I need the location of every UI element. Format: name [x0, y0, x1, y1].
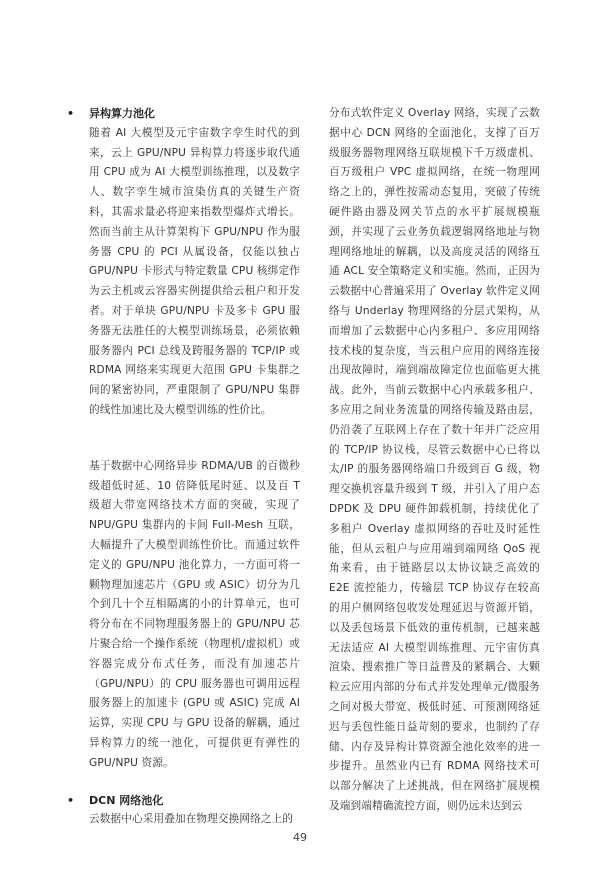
- section-heading-heterogeneous-compute: [67, 104, 300, 124]
- section-heading-text: DCN 网络池化: [89, 793, 164, 807]
- section-heading-text: 异构算力池化: [89, 107, 155, 120]
- left-column: [67, 104, 300, 830]
- paragraph-gap: [89, 421, 300, 457]
- section-heading-dcn-pooling: [67, 791, 300, 811]
- right-column: [329, 104, 540, 817]
- paragraph: 分布式软件定义 Overlay 网络，实现了云数据中心 DCN 网络的全面池化，支撑了百万级服务器物理网络互联规模下千万级虚机、百万级租户 VPC 虚拟网络，在统一物理网络之上的，弹性按需动态复用，突破了传统硬件路由器及网关节点的水平扩展规模瓶颈，并实现了云业务负载逻辑网络地址与物理网络地址的解耦，以及高度灵活的网络互通 ACL 安全策略定义和实施。然而，正因为云数据中心普遍采用了 Overlay 软件定义网络与 Underlay 物理网络的分层式架构，从而增加了云数据中心内多租户、多应用网络技术栈的复杂度，当云租户应用的网络连接出现故障时，端到端故障定位也面临更大挑战。此外，当前云数据中心内承载多租户、多应用之间业务流量的网络传输及路由层，仍沿袭了互联网上存在了数十年并广泛应用的 TCP/IP 协议栈，尽管云数据中心已将以太/IP 的服务器网络端口升级到百 G 级，物理交换机容量升级到 T 级，并引入了用户态 DPDK 及 DPU 硬件卸载机制，持续优化了多租户 Overlay 虚拟网络的吞吐及时延性能，但从云租户与应用端到端网络 QoS 视角来看，由于链路层以太协议缺乏高效的 E2E 流控能力，传输层 TCP 协议存在较高的用户侧网络包收发处理延迟与资源开销，以及丢包场景下低效的重传机制，已越来越无法适应 AI 大模型训练推理、元宇宙仿真渲染、搜索推广等日益普及的紧耦合、大颗粒云应用内部的分布式并发处理单元/微服务之间对极大带宽、极低时延、可预测网络延迟与丢包性能日益苛刻的要求，也制约了存储、内存及异构计算资源全池化效率的进一步提升。虽然业内已有 RDMA 网络技术可以部分解决了上述挑战，但在网络扩展规模及端到端精确流控方面，则仍远未达到云: [329, 107, 540, 812]
- paragraph: 云数据中心采用叠加在物理交换网络之上的: [89, 813, 294, 826]
- bullet-icon: •: [67, 793, 75, 807]
- bullet-icon: •: [67, 107, 75, 120]
- paragraph: 随着 AI 大模型及元宇宙数字孪生时代的到来，云上 GPU/NPU 异构算力将逐步取代通用 CPU 成为 AI 大模型训练推理，以及数字人、数字孪生城市渲染仿真的关键生产资料，其需求量必将迎来指数型爆炸式增长。然而当前主从计算架构下 GPU/NPU 作为服务器 CPU 的 PCI 从属设备，仅能以独占 GPU/NPU 卡形式与特定数量 CPU 核绑定作为云主机或云容器实例提供给云租户和开发者。对于单块 GPU/NPU 卡及多卡 GPU 服务器无法胜任的大模型训练场景，必须依赖服务器内 PCI 总线及跨服务器的 TCP/IP 或 RDMA 网络来实现更大范围 GPU 卡集群之间的紧密协同，严重限制了 GPU/NPU 集群的线性加速比及大模型训练的性价比。: [89, 126, 300, 416]
- page-number: 49: [293, 831, 307, 844]
- section-gap: [89, 774, 300, 791]
- paragraph: 基于数据中心网络异步 RDMA/UB 的百微秒级超低时延、10 倍降低尾时延、以及百 T 级超大带宽网络技术方面的突破，实现了 NPU/GPU 集群内的卡间 Full-Mesh 互联，大幅提升了大模型训练性价比。而通过软件定义的 GPU/NPU 池化算力，一方面可将一颗物理加速芯片（GPU 或 ASIC）切分为几个到几十个互相隔离的小的计算单元，也可将分布在不同物理服务器上的 GPU/NPU 芯片聚合给一个操作系统（物理机/虚拟机）或容器完成分布式任务，而没有加速芯片（GPU/NPU）的 CPU 服务器也可调用远程服务器上的加速卡 (GPU 或 ASIC) 完成 AI 运算，实现 CPU 与 GPU 设备的解耦，通过异构算力的统一池化，可提供更有弹性的 GPU/NPU 资源。: [89, 459, 300, 769]
